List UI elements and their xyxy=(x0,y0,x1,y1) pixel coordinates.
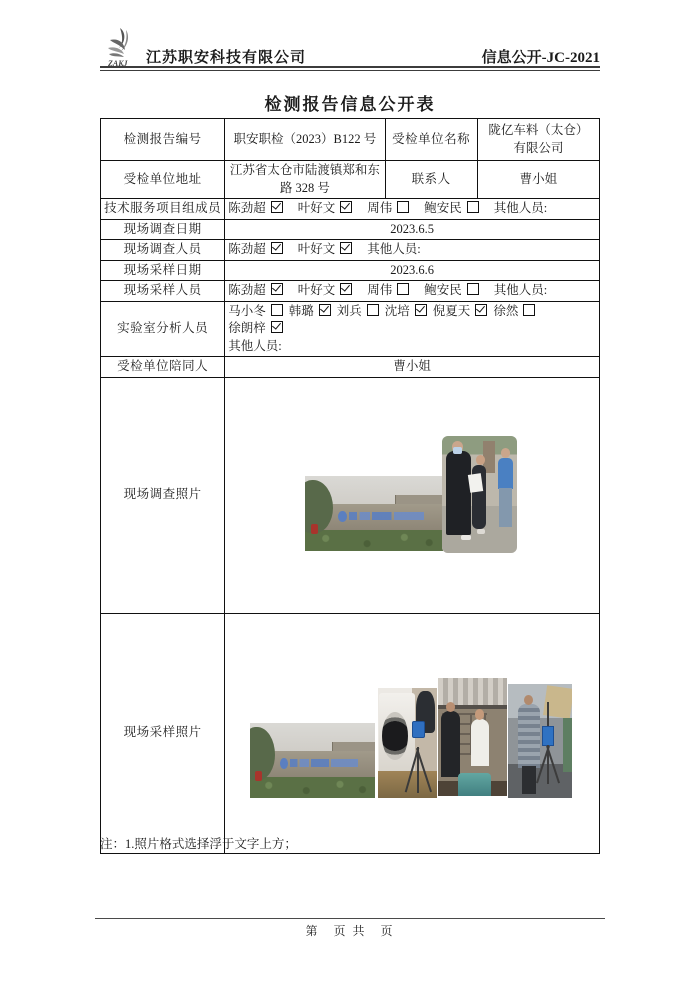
value-escort: 曹小姐 xyxy=(225,357,600,378)
checkbox-unchecked-icon[interactable] xyxy=(367,304,379,316)
checkbox-checked-icon[interactable] xyxy=(271,283,283,295)
checkbox-unchecked-icon[interactable] xyxy=(523,304,535,316)
photo-hedge xyxy=(250,777,375,797)
member-entry xyxy=(367,283,409,297)
member-entry xyxy=(228,321,283,335)
checkbox-unchecked-icon[interactable] xyxy=(397,201,409,213)
sampling-photo-workshop xyxy=(438,678,507,796)
table-row xyxy=(101,281,600,302)
member-name: 周伟 xyxy=(367,283,393,297)
photo-hedge xyxy=(305,530,443,550)
footer-divider xyxy=(95,918,605,919)
table-row xyxy=(101,260,600,281)
value-survey-date: 2023.6.5 xyxy=(225,219,600,240)
survey-photo-people xyxy=(442,436,517,553)
label-unit-address: 受检单位地址 xyxy=(101,161,225,199)
sampling-device xyxy=(542,726,555,746)
doc-code: 信息公开-JC-2021 xyxy=(481,50,600,66)
member-name: 叶好文 xyxy=(297,242,336,256)
value-sampling-date: 2023.6.6 xyxy=(225,260,600,281)
svg-text:ZAKJ: ZAKJ xyxy=(108,59,128,68)
checkbox-checked-icon[interactable] xyxy=(415,304,427,316)
member-entry xyxy=(424,201,479,215)
table-row xyxy=(101,301,600,357)
person-plaid-shirt xyxy=(518,704,540,768)
value-report-number: 职安职检（2023）B122 号 xyxy=(225,119,385,161)
face-mask xyxy=(453,447,463,454)
member-entry xyxy=(298,283,353,297)
member-name: 刘兵 xyxy=(336,303,362,318)
page-header xyxy=(100,24,600,68)
sampling-photo-machine xyxy=(378,688,437,798)
sign-logo-icon xyxy=(280,758,288,769)
other-personnel-label: 其他人员: xyxy=(367,242,421,256)
label-sampling-date: 现场采样日期 xyxy=(101,260,225,281)
photo-red-object xyxy=(255,771,262,781)
member-name: 叶好文 xyxy=(297,283,336,297)
sampling-photos-cell xyxy=(225,613,600,853)
checkbox-checked-icon[interactable] xyxy=(340,201,352,213)
survey-staff-members xyxy=(225,240,600,261)
label-report-number: 检测报告编号 xyxy=(101,119,225,161)
table-row xyxy=(101,613,600,853)
member-entry xyxy=(298,201,353,215)
table-row xyxy=(101,357,600,378)
member-entry xyxy=(228,242,283,256)
label-unit-name: 受检单位名称 xyxy=(385,119,477,161)
team-members xyxy=(225,199,600,220)
label-sampling-photos: 现场采样照片 xyxy=(101,613,225,853)
person-black-jacket xyxy=(446,451,472,535)
sampling-photo-building xyxy=(250,723,375,798)
member-entry xyxy=(385,304,427,318)
member-entry xyxy=(228,283,283,297)
checkbox-unchecked-icon[interactable] xyxy=(397,283,409,295)
member-entry xyxy=(228,304,283,318)
green-machine xyxy=(563,718,573,773)
person-white-shirt xyxy=(471,719,490,766)
checkbox-checked-icon[interactable] xyxy=(319,304,331,316)
member-entry xyxy=(424,283,479,297)
member-entry xyxy=(493,304,535,318)
sign-logo-icon xyxy=(338,511,347,522)
sign-text-blur xyxy=(349,512,424,520)
member-name: 徐朗梓 xyxy=(228,321,266,335)
company-logo-icon xyxy=(100,24,144,68)
footnote: 注：1.照片格式选择浮于文字上方； xyxy=(100,837,297,851)
table-row xyxy=(101,219,600,240)
sampling-staff-members xyxy=(225,281,600,302)
member-name: 陈劲超 xyxy=(228,283,266,297)
table-row xyxy=(101,240,600,261)
checkbox-unchecked-icon[interactable] xyxy=(271,304,283,316)
value-contact: 曹小姐 xyxy=(477,161,599,199)
checkbox-checked-icon[interactable] xyxy=(271,201,283,213)
member-name: 鲍安民 xyxy=(424,201,462,215)
table-row xyxy=(101,161,600,199)
header-divider xyxy=(100,66,600,71)
photo-red-object xyxy=(311,524,318,534)
value-unit-name: 陇亿车料（太仓） 有限公司 xyxy=(477,119,599,161)
label-lab-staff: 实验室分析人员 xyxy=(101,301,225,357)
member-name: 倪夏天 xyxy=(432,303,471,318)
tripod-mast xyxy=(547,702,549,727)
person-head xyxy=(501,448,510,457)
person-jeans xyxy=(499,488,512,527)
member-entry xyxy=(433,304,488,318)
company-sign xyxy=(280,758,358,769)
label-contact: 联系人 xyxy=(385,161,477,199)
page-number-text: 第 页 共 页 xyxy=(305,924,395,938)
label-survey-photos: 现场调查照片 xyxy=(101,377,225,613)
other-personnel-label: 其他人员: xyxy=(493,283,548,297)
person-head xyxy=(476,455,485,464)
member-name: 韩璐 xyxy=(288,303,314,318)
survey-photo-building xyxy=(305,476,443,551)
member-name: 鲍安民 xyxy=(424,283,462,297)
sampling-device xyxy=(412,721,425,738)
document-paper xyxy=(468,473,483,492)
sampling-photo-plaid-worker xyxy=(508,684,572,798)
person-pants xyxy=(522,766,537,795)
person-black-shirt xyxy=(441,711,460,777)
member-name: 马小冬 xyxy=(228,303,266,318)
survey-photos-cell xyxy=(225,377,600,613)
company-sign xyxy=(338,511,424,522)
lab-staff-members xyxy=(225,301,600,357)
member-entry xyxy=(289,304,331,318)
person-head xyxy=(446,702,455,711)
member-name: 周伟 xyxy=(367,201,393,215)
checkbox-checked-icon[interactable] xyxy=(340,242,352,254)
label-sampling-staff: 现场采样人员 xyxy=(101,281,225,302)
header-left xyxy=(100,24,306,68)
sign-text-blur xyxy=(290,759,358,767)
value-unit-address: 江苏省太仓市陆渡镇郑和东路 328 号 xyxy=(225,161,385,199)
member-entry xyxy=(337,304,379,318)
member-name: 陈劲超 xyxy=(228,201,266,215)
label-survey-date: 现场调查日期 xyxy=(101,219,225,240)
white-shoe xyxy=(461,535,471,540)
label-survey-staff: 现场调查人员 xyxy=(101,240,225,261)
label-escort: 受检单位陪同人 xyxy=(101,357,225,378)
label-team: 技术服务项目组成员 xyxy=(101,199,225,220)
checkbox-checked-icon[interactable] xyxy=(271,321,283,333)
page-title: 检测报告信息公开表 xyxy=(264,95,436,114)
checkbox-unchecked-icon[interactable] xyxy=(467,283,479,295)
report-info-table xyxy=(100,118,600,854)
member-name: 徐然 xyxy=(493,303,519,318)
member-entry xyxy=(228,201,283,215)
checkbox-checked-icon[interactable] xyxy=(271,242,283,254)
member-entry xyxy=(298,242,353,256)
member-name: 陈劲超 xyxy=(228,242,266,256)
teal-tub xyxy=(458,773,491,795)
company-name: 江苏职安科技有限公司 xyxy=(146,50,307,66)
person-blue-shirt xyxy=(498,458,514,490)
member-entry xyxy=(367,201,409,215)
table-row xyxy=(101,119,600,161)
white-shoe xyxy=(477,529,485,534)
checkbox-unchecked-icon[interactable] xyxy=(467,201,479,213)
member-name: 叶好文 xyxy=(297,201,336,215)
table-row xyxy=(101,377,600,613)
checkbox-checked-icon[interactable] xyxy=(475,304,487,316)
checkbox-checked-icon[interactable] xyxy=(340,283,352,295)
person-head xyxy=(524,695,533,705)
other-personnel-label: 其他人员: xyxy=(493,201,548,215)
other-personnel-label: 其他人员: xyxy=(228,338,282,353)
table-row xyxy=(101,199,600,220)
member-name: 沈培 xyxy=(384,303,410,318)
